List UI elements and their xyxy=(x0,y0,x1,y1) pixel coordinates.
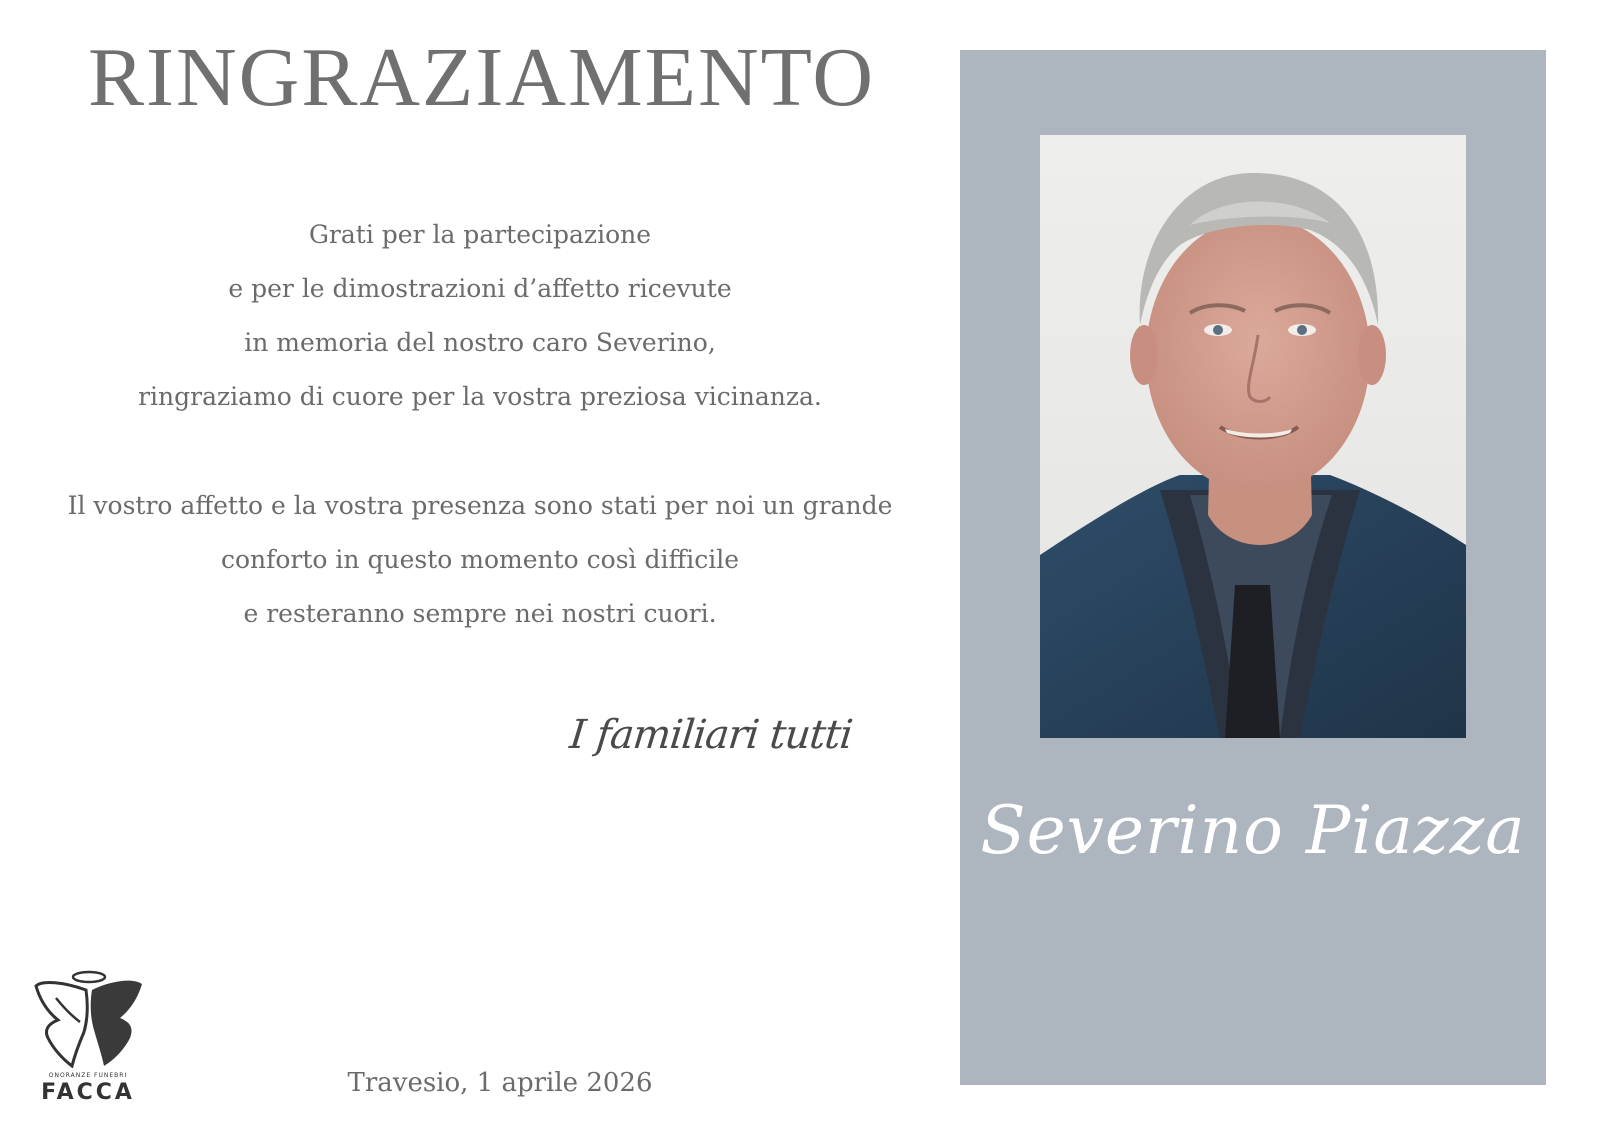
message-paragraph-1 xyxy=(40,208,920,424)
place-date: Travesio, 1 aprile 2026 xyxy=(347,1068,653,1098)
message-line: in memoria del nostro caro Severino, xyxy=(244,328,716,357)
portrait-illustration xyxy=(1040,135,1466,738)
page-title: RINGRAZIAMENTO xyxy=(88,31,876,124)
message-line: ringraziamo di cuore per la vostra preziosa vicinanza. xyxy=(138,382,822,411)
family-signature: I familiari tutti xyxy=(567,712,855,758)
message-line: conforto in questo momento così difficile xyxy=(220,545,740,574)
deceased-name: Severino Piazza xyxy=(980,792,1526,869)
portrait-photo xyxy=(1040,135,1466,738)
message-line: Il vostro affetto e la vostra presenza sono stati per noi un grande xyxy=(67,491,893,520)
message-line: e per le dimostrazioni d’affetto ricevute xyxy=(228,274,732,303)
message-line: e resteranno sempre nei nostri cuori. xyxy=(243,599,717,628)
angel-wings-icon xyxy=(34,968,144,1068)
logo-subtitle: ONORANZE FUNEBRI xyxy=(48,1072,128,1079)
message-paragraph-2 xyxy=(40,479,920,641)
logo-brand: FACCA xyxy=(41,1080,135,1105)
message-line: Grati per la partecipazione xyxy=(308,220,652,249)
portrait-panel xyxy=(960,50,1546,1085)
